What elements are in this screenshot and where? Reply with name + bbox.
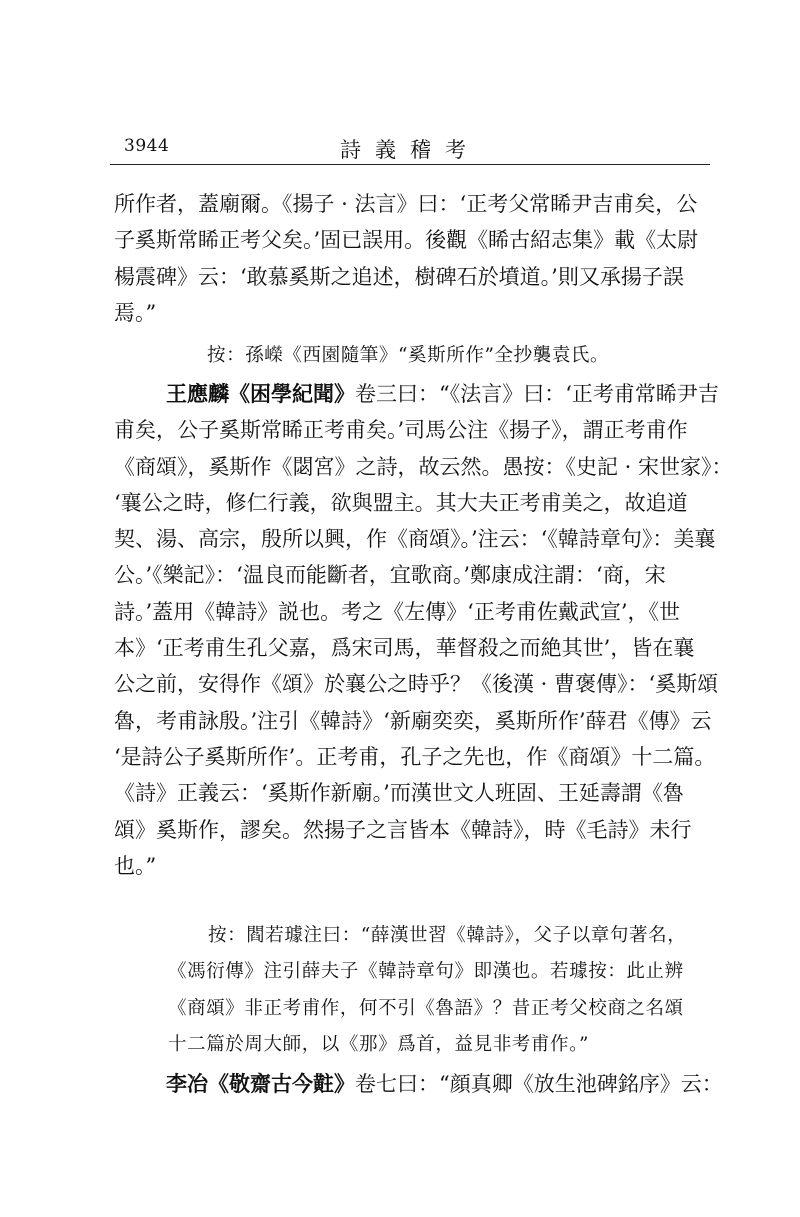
text-line: 焉。” xyxy=(114,300,157,325)
text-line: 公。’《樂記》：‘温良而能斷者，宜歌商。’鄭康成注謂：‘商，宋 xyxy=(114,563,666,588)
text-line-tail: 卷七曰：“顔真卿《放生池碑銘序》云： xyxy=(355,1072,723,1096)
text-line: 《商頌》，奚斯作《閟宮》之詩，故云然。愚按：《史記 · 宋世家》： xyxy=(114,454,733,479)
text-line: 公之前，安得作《頌》於襄公之時乎？《後漢 · 曹褒傳》：‘奚斯頌 xyxy=(114,672,719,697)
source-title: 李冶《敬齋古今黈》 xyxy=(166,1072,355,1096)
text-line-tail: 卷三曰：“《法言》曰：‘正考甫常睎尹吉 xyxy=(355,382,719,406)
text-line: 本》‘正考甫生孔父嘉，爲宋司馬，華督殺之而絶其世’，皆在襄 xyxy=(114,636,695,661)
text-line: 契、湯、高宗，殷所以興，作《商頌》。’注云：‘《韓詩章句》：美襄 xyxy=(114,527,716,552)
paragraph-continuation xyxy=(114,186,714,331)
text-line xyxy=(114,376,719,412)
text-line: 按：閻若璩注曰：“薛漢世習《韓詩》，父子以章句著名， xyxy=(208,925,687,946)
editor-note xyxy=(207,338,707,374)
text-line: 也。” xyxy=(114,853,157,878)
text-line: 十二篇於周大師，以《那》爲首，益見非考甫作。” xyxy=(168,1033,590,1055)
text-line: 《詩》正義云：‘奚斯作新廟。’而漢世文人班固、王延壽謂《魯 xyxy=(114,781,684,806)
text-line: 楊震碑》云：‘敢慕奚斯之追述，樹碑石於墳道。’則又承揚子誤 xyxy=(114,264,684,289)
text-line: 頌》奚斯作，謬矣。然揚子之言皆本《韓詩》，時《毛詩》未行 xyxy=(114,817,692,842)
text-line: ‘襄公之時，修仁行義，欲與盟主。其大夫正考甫美之，故追道 xyxy=(114,490,688,515)
text-line: 詩。’蓋用《韓詩》説也。考之《左傳》‘正考甫佐戴武宣’，《世 xyxy=(114,599,681,624)
text-line: 《馮衍傳》注引薛夫子《韓詩章句》即漢也。若璩按：此止辨 xyxy=(168,961,684,983)
text-line: ‘是詩公子奚斯所作’。正考甫，孔子之先也，作《商頌》十二篇。 xyxy=(114,744,716,769)
quotation-paragraph xyxy=(114,1066,723,1102)
text-line: 魯，考甫詠殷。’注引《韓詩》‘新廟奕奕，奚斯所作’薛君《傳》云 xyxy=(114,708,712,733)
text-line: 甫矣，公子奚斯常睎正考甫矣。’司馬公注《揚子》，謂正考甫作 xyxy=(114,418,688,443)
text-line: 按：孫嶸《西園隨筆》“奚斯所作”全抄襲袁氏。 xyxy=(207,345,610,366)
text-line xyxy=(114,1066,723,1102)
running-title: 詩義稽考 xyxy=(340,138,480,162)
editor-note xyxy=(168,918,716,1063)
page-number: 3944 xyxy=(124,136,170,156)
text-line: 所作者，蓋廟爾。《揚子 · 法言》曰：‘正考父常睎尹吉甫矣，公 xyxy=(114,192,698,216)
text-line: 子奚斯常睎正考父矣。’固已誤用。後觀《睎古紹志集》載《太尉 xyxy=(114,228,699,253)
quotation-paragraph xyxy=(114,376,733,884)
header-rule xyxy=(110,164,710,165)
page-header xyxy=(110,136,710,166)
text-line: 《商頌》非正考甫作，何不引《魯語》？昔正考父校商之名頌 xyxy=(168,997,684,1019)
source-title: 王應麟《困學紀聞》 xyxy=(166,382,355,406)
